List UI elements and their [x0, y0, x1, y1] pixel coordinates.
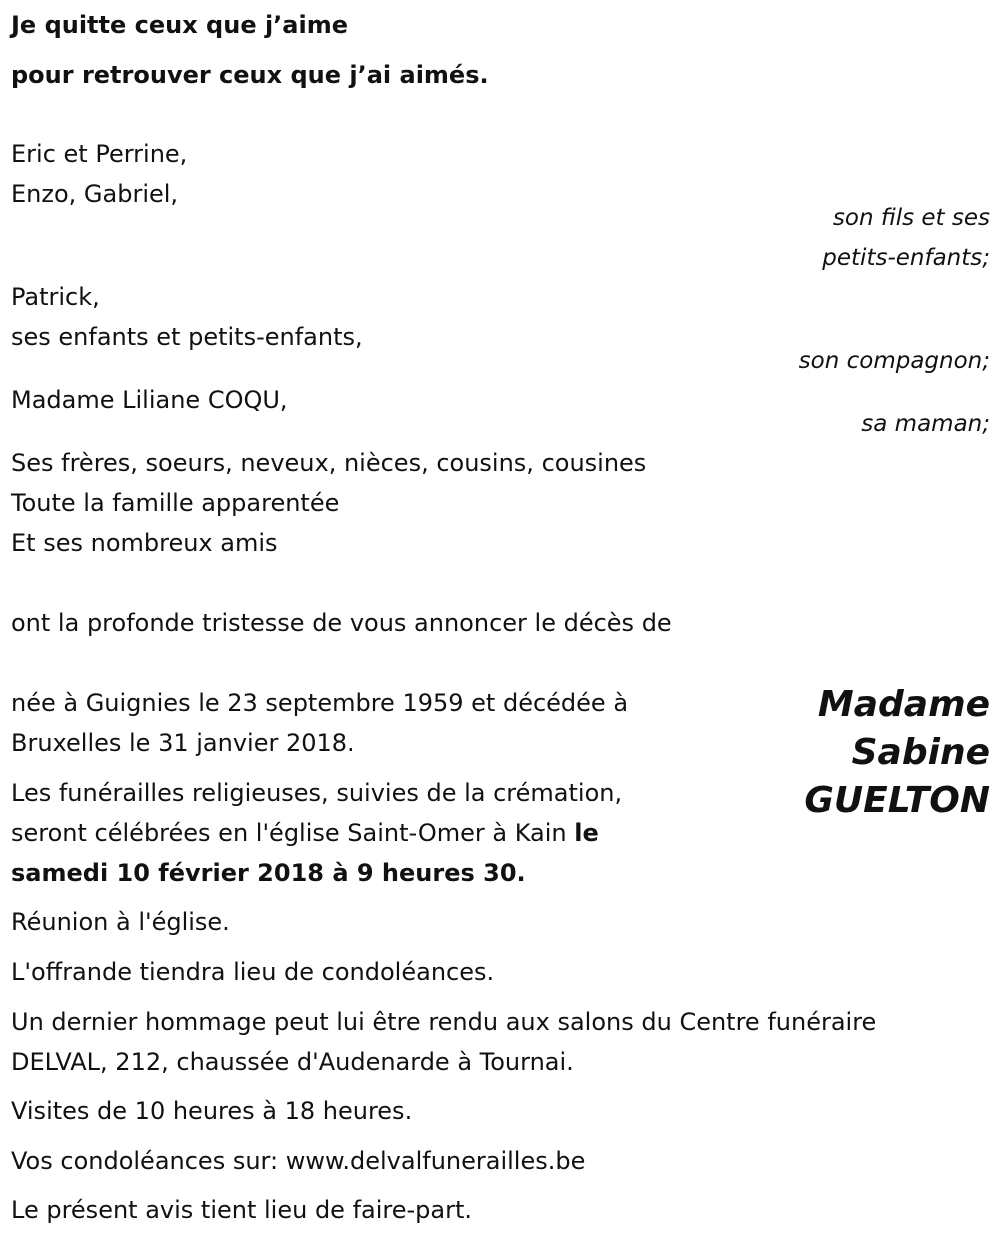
announcement: ont la profonde tristesse de vous annoncer le décès de: [11, 609, 672, 637]
son-relation-1: son fils et ses: [832, 205, 990, 231]
birth-line-1: née à Guignies le 23 septembre 1959 et décédée à: [11, 689, 629, 717]
family-line: Toute la famille apparentée: [11, 489, 340, 517]
funeral-line-2-bold: le: [574, 819, 599, 847]
deceased-name: [804, 681, 990, 825]
offering-line: L'offrande tiendra lieu de condoléances.: [11, 958, 495, 986]
header-line-2: pour retrouver ceux que j’ai aimés.: [11, 61, 489, 89]
siblings-line: Ses frères, soeurs, neveux, nièces, cousins, cousines: [11, 449, 647, 477]
partner-name: Patrick,: [11, 283, 100, 311]
deceased-name-line-1: Madame: [817, 684, 990, 725]
notice-line: Le présent avis tient lieu de faire-part.: [11, 1196, 473, 1224]
son-names-1: Eric et Perrine,: [11, 140, 188, 168]
funeral-line-2-text: seront célébrées en l'église Saint-Omer à Kain: [11, 819, 575, 847]
visits-line: Visites de 10 heures à 18 heures.: [11, 1097, 413, 1125]
friends-line: Et ses nombreux amis: [11, 529, 278, 557]
birth-line-2: Bruxelles le 31 janvier 2018.: [11, 729, 355, 757]
funeral-line-3: samedi 10 février 2018 à 9 heures 30.: [11, 859, 526, 887]
funeral-line-1: Les funérailles religieuses, suivies de la crémation,: [11, 779, 623, 807]
header-line-1: Je quitte ceux que j’aime: [11, 11, 349, 39]
condolences-line: Vos condoléances sur: www.delvalfunerailles.be: [11, 1147, 586, 1175]
tribute-line-2: DELVAL, 212, chaussée d'Audenarde à Tournai.: [11, 1048, 574, 1076]
son-names-2: Enzo, Gabriel,: [11, 180, 179, 208]
partner-family: ses enfants et petits-enfants,: [11, 323, 363, 351]
deceased-name-line-3: GUELTON: [804, 780, 990, 821]
funeral-line-2: [11, 817, 599, 849]
son-relation-2: petits-enfants;: [822, 245, 990, 271]
tribute-line-1: Un dernier hommage peut lui être rendu aux salons du Centre funéraire: [11, 1008, 877, 1036]
deceased-name-line-2: Sabine: [851, 732, 990, 773]
mother-name: Madame Liliane COQU,: [11, 386, 288, 414]
meeting-line: Réunion à l'église.: [11, 908, 230, 936]
partner-relation: son compagnon;: [798, 348, 990, 374]
mother-relation: sa maman;: [861, 411, 990, 437]
